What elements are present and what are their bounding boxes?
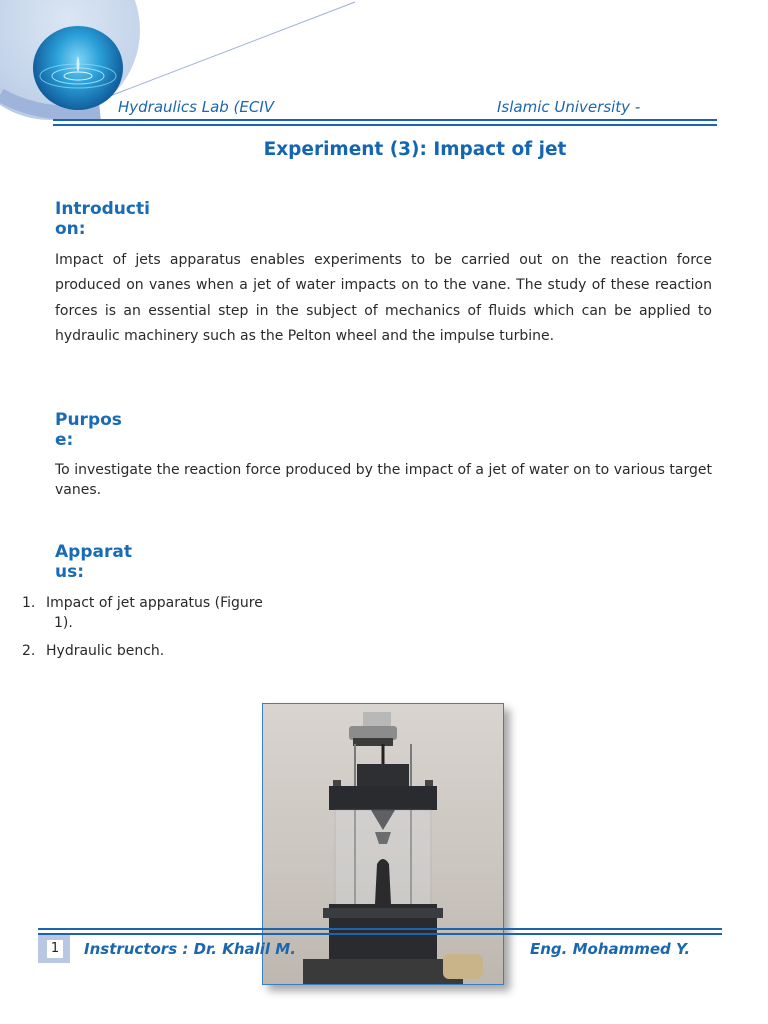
water-drop-logo	[33, 26, 123, 110]
header-course: Hydraulics Lab (ECIV	[118, 98, 275, 116]
header-university: Islamic University -	[497, 98, 641, 116]
footer-instructor: Instructors : Dr. Khalil M.	[84, 940, 296, 958]
introduction-paragraph: Impact of jets apparatus enables experiments to be carried out on the reaction force produced on vanes when a jet of water impacts on to the vane. The study of these reaction forces is an essential step in the subject of mechanics of fluids which can be applied to hydraulic machinery such as the Pelton wheel and the impulse turbine.	[55, 252, 712, 344]
list-item-text-continued: 1).	[54, 615, 73, 631]
header-rule-top	[53, 119, 717, 121]
footer-rule-bottom	[38, 933, 722, 935]
introduction-heading: Introducti on:	[55, 199, 150, 239]
list-item	[0, 641, 400, 661]
page-title: Experiment (3): Impact of jet	[263, 139, 567, 160]
page-number-box	[38, 935, 70, 963]
apparatus-heading: Apparat us:	[55, 542, 132, 582]
list-item-text: Impact of jet apparatus (Figure	[46, 595, 263, 611]
purpose-paragraph: To investigate the reaction force produced by the impact of a jet of water on to various target vanes.	[55, 462, 712, 498]
page-number: 1	[47, 940, 63, 958]
footer-engineer: Eng. Mohammed Y.	[530, 940, 691, 958]
list-item-text: Hydraulic bench.	[46, 643, 165, 659]
purpose-heading: Purpos e:	[55, 410, 122, 450]
apparatus-photo	[262, 703, 504, 985]
list-number: 1.	[22, 595, 36, 611]
list-number: 2.	[22, 643, 36, 659]
list-item	[0, 593, 400, 633]
footer-rule-top	[38, 928, 722, 930]
header-rule-bottom	[53, 124, 717, 126]
